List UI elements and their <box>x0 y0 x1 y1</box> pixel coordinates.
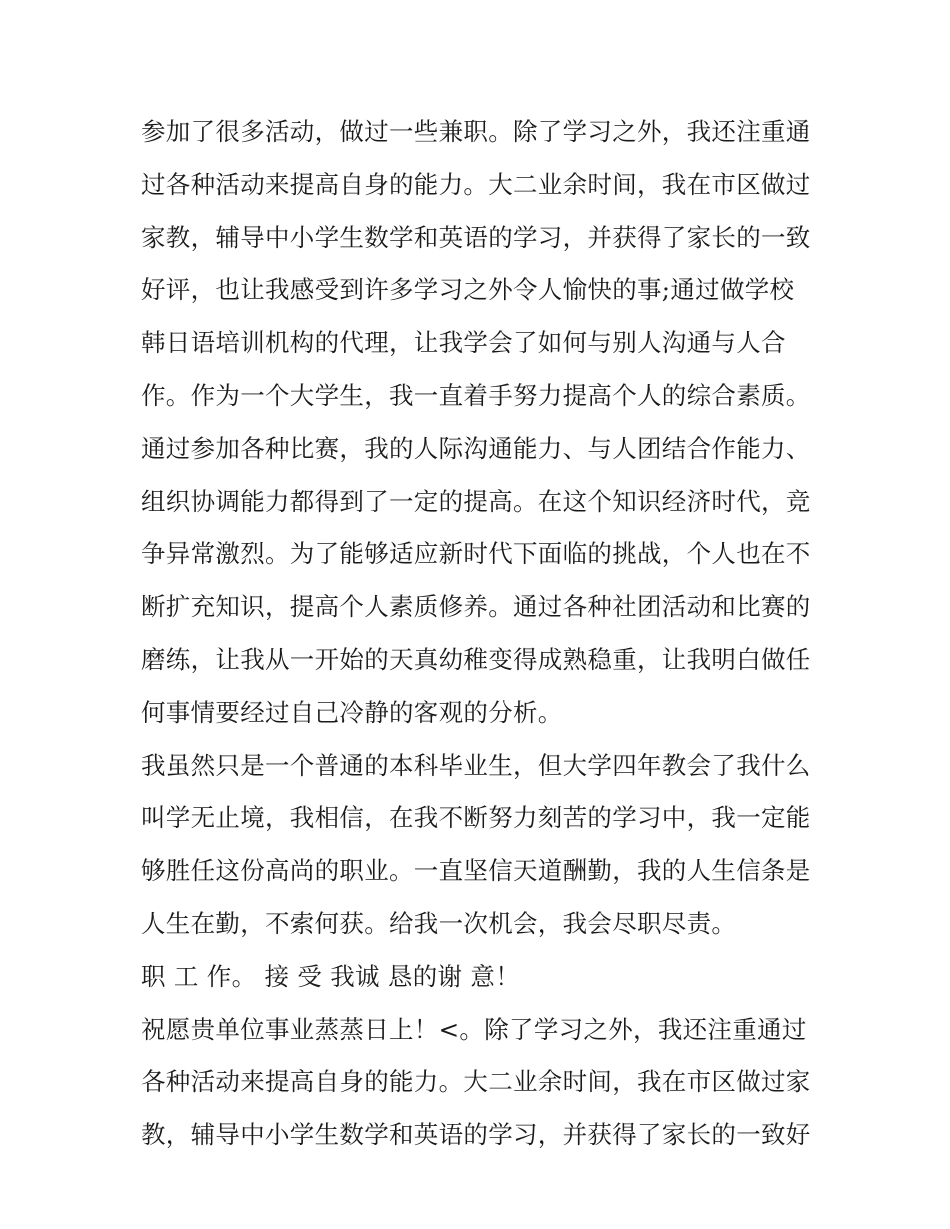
text-line: 韩日语培训机构的代理，让我学会了如何与别人沟通与人合 <box>141 328 786 358</box>
text-line: 人生在勤，不索何获。给我一次机会，我会尽职尽责。 <box>141 908 737 938</box>
text-line: 祝愿贵单位事业蒸蒸日上！<。除了学习之外，我还注重通过 <box>141 1014 807 1044</box>
text-line: 何事情要经过自己冷静的客观的分析。 <box>141 697 563 727</box>
text-line: 教，辅导中小学生数学和英语的学习，并获得了家长的一致好 <box>141 1120 811 1150</box>
text-line: 过各种活动来提高自身的能力。大二业余时间，我在市区做过 <box>141 169 811 199</box>
text-line: 磨练，让我从一开始的天真幼稚变得成熟稳重，让我明白做任 <box>141 644 811 674</box>
text-line: 好评，也让我感受到许多学习之外令人愉快的事;通过做学校 <box>141 275 795 305</box>
text-line: 各种活动来提高自身的能力。大二业余时间，我在市区做过家 <box>141 1067 811 1097</box>
text-line: 争异常激烈。为了能够适应新时代下面临的挑战，个人也在不 <box>141 539 811 569</box>
text-line: 参加了很多活动，做过一些兼职。除了学习之外，我还注重通 <box>141 117 811 146</box>
text-line: 职 工 作。 接 受 我诚 恳的谢 意！ <box>141 961 521 991</box>
text-line: 叫学无止境，我相信，在我不断努力刻苦的学习中，我一定能 <box>141 803 811 833</box>
body-text <box>141 106 821 1162</box>
text-line: 断扩充知识，提高个人素质修养。通过各种社团活动和比赛的 <box>141 592 811 622</box>
text-line: 作。作为一个大学生，我一直着手努力提高个人的综合素质。 <box>141 380 811 410</box>
text-line: 我虽然只是一个普通的本科毕业生，但大学四年教会了我什么 <box>141 750 811 780</box>
text-line: 家教，辅导中小学生数学和英语的学习，并获得了家长的一致 <box>141 222 811 252</box>
text-line: 够胜任这份高尚的职业。一直坚信天道酬勤，我的人生信条是 <box>141 856 811 886</box>
text-line: 通过参加各种比赛，我的人际沟通能力、与人团结合作能力、 <box>141 433 811 463</box>
text-line: 组织协调能力都得到了一定的提高。在这个知识经济时代，竞 <box>141 486 811 516</box>
